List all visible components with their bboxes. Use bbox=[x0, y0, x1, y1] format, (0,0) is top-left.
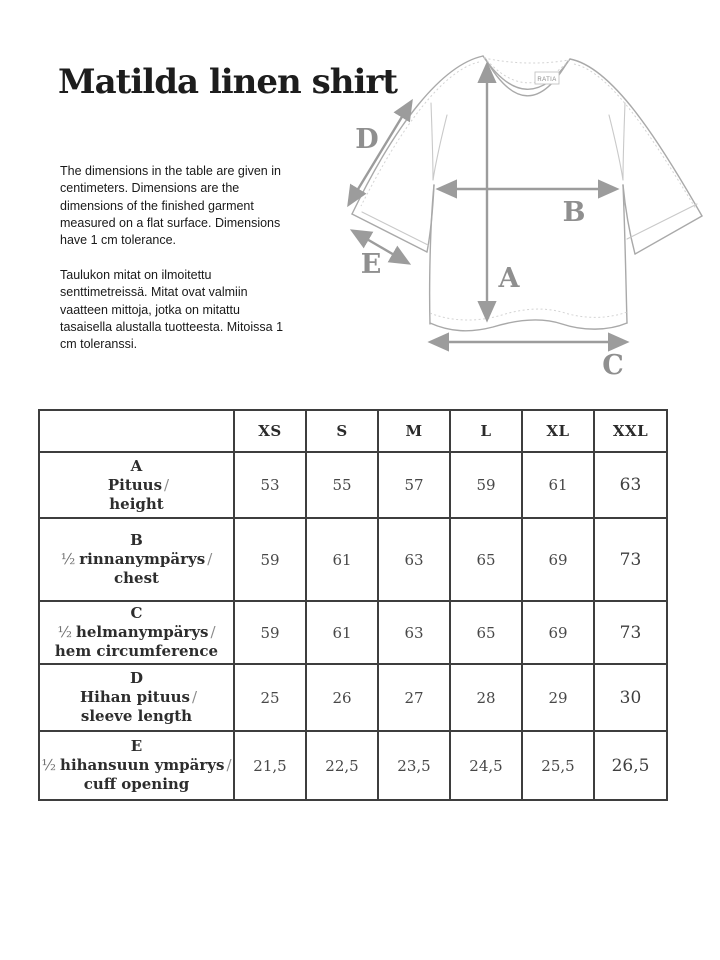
size-value-cell: 29 bbox=[522, 664, 594, 731]
size-value-cell: 69 bbox=[522, 601, 594, 664]
row-label-fi: helmanympärys bbox=[75, 623, 209, 641]
brand-label: RATIA bbox=[537, 77, 557, 83]
brand-tag bbox=[535, 72, 559, 84]
dimension-label-a: A bbox=[498, 263, 520, 294]
page-title: Matilda linen shirt bbox=[58, 62, 397, 102]
size-value-cell: 55 bbox=[306, 452, 378, 518]
row-label-sleeve: D Hihan pituus / sleeve length bbox=[39, 664, 234, 731]
size-value-cell: 22,5 bbox=[306, 731, 378, 800]
right-armpit-crease bbox=[609, 115, 623, 180]
corner-cell bbox=[39, 410, 234, 452]
size-value-cell: 61 bbox=[306, 518, 378, 601]
left-cuff-edge bbox=[352, 214, 427, 252]
table-row-sleeve bbox=[39, 664, 667, 731]
intro-line: centimeters. Dimensions are the bbox=[60, 181, 240, 196]
left-armpit-crease bbox=[433, 115, 447, 180]
hem-stitch bbox=[430, 309, 627, 320]
size-value-cell: 59 bbox=[234, 601, 306, 664]
column-header-l: L bbox=[450, 410, 522, 452]
column-header-xs: XS bbox=[234, 410, 306, 452]
intro-line: measured on a flat surface. Dimensions bbox=[60, 215, 281, 230]
intro-paragraph-en bbox=[60, 163, 312, 249]
right-armpit-crease bbox=[623, 103, 625, 180]
row-label-en: chest bbox=[114, 569, 159, 587]
size-value-cell: 26 bbox=[306, 664, 378, 731]
column-header-xl: XL bbox=[522, 410, 594, 452]
size-table bbox=[38, 409, 668, 801]
row-label-fi: Hihan pituus bbox=[79, 688, 190, 706]
size-value-cell: 63 bbox=[378, 518, 450, 601]
row-label-en: cuff opening bbox=[83, 775, 190, 793]
table-row-chest bbox=[39, 518, 667, 601]
size-value-cell: 25,5 bbox=[522, 731, 594, 800]
right-sleeve-top-edge bbox=[570, 59, 702, 216]
row-label-fi: hihansuun ympärys bbox=[60, 756, 225, 774]
size-value-cell: 73 bbox=[594, 518, 667, 601]
row-letter: B bbox=[130, 531, 143, 549]
size-value-cell: 59 bbox=[234, 518, 306, 601]
dimension-label-d: D bbox=[355, 124, 379, 155]
column-header-m: M bbox=[378, 410, 450, 452]
column-header-s: S bbox=[306, 410, 378, 452]
row-letter: E bbox=[130, 737, 143, 755]
row-label-chest: B ½ rinnanympärys / chest bbox=[39, 518, 234, 601]
size-value-cell: 24,5 bbox=[450, 731, 522, 800]
intro-line: cm toleranssi. bbox=[60, 337, 138, 352]
size-value-cell: 53 bbox=[234, 452, 306, 518]
row-label-fi: Pituus bbox=[107, 475, 163, 494]
intro-line: senttimetreissä. Mitat ovat valmiin bbox=[60, 285, 248, 300]
size-value-cell: 27 bbox=[378, 664, 450, 731]
row-letter: C bbox=[130, 604, 143, 622]
collar-top-stitch bbox=[484, 58, 569, 63]
table-row-height bbox=[39, 452, 667, 518]
intro-paragraph-fi bbox=[60, 267, 312, 353]
dimension-label-e: E bbox=[360, 249, 382, 280]
row-label-fi: rinnanympärys bbox=[79, 550, 206, 568]
shirt-outline bbox=[352, 56, 702, 331]
right-cuff-fold-line bbox=[627, 204, 697, 239]
size-value-cell: 26,5 bbox=[594, 731, 667, 800]
row-label-en: hem circumference bbox=[54, 642, 219, 660]
size-value-cell: 25 bbox=[234, 664, 306, 731]
hem-edge bbox=[430, 320, 627, 331]
size-value-cell: 21,5 bbox=[234, 731, 306, 800]
dimension-label-b: B bbox=[562, 197, 586, 228]
row-label-cuff: E ½ hihansuun ympärys / cuff opening bbox=[39, 731, 234, 800]
intro-line: have 1 cm tolerance. bbox=[60, 233, 177, 248]
row-label-en: height bbox=[109, 494, 164, 513]
right-shoulder-stitch bbox=[574, 64, 696, 209]
size-value-cell: 63 bbox=[378, 601, 450, 664]
right-cuff-edge bbox=[635, 216, 702, 254]
row-label-hem: C ½ helmanympärys / hem circumference bbox=[39, 601, 234, 664]
shirt-crease-lines bbox=[362, 103, 697, 245]
dimension-label-c: C bbox=[602, 350, 624, 381]
size-value-cell: 61 bbox=[522, 452, 594, 518]
garment-diagram bbox=[330, 38, 720, 400]
size-value-cell: 63 bbox=[594, 452, 667, 518]
intro-line: tasaisella alustalla tuotteesta. Mitoissa 1 bbox=[60, 319, 284, 334]
size-value-cell: 30 bbox=[594, 664, 667, 731]
left-armpit-crease bbox=[431, 103, 433, 180]
size-value-cell: 73 bbox=[594, 601, 667, 664]
size-value-cell: 57 bbox=[378, 452, 450, 518]
size-value-cell: 65 bbox=[450, 518, 522, 601]
size-value-cell: 69 bbox=[522, 518, 594, 601]
column-header-xxl: XXL bbox=[594, 410, 667, 452]
size-value-cell: 23,5 bbox=[378, 731, 450, 800]
size-value-cell: 59 bbox=[450, 452, 522, 518]
intro-line: dimensions of the finished garment bbox=[60, 198, 254, 213]
table-row-hem bbox=[39, 601, 667, 664]
intro-line: vaatteen mittoja, jotka on mitattu bbox=[60, 302, 240, 317]
size-value-cell: 61 bbox=[306, 601, 378, 664]
row-label-en: sleeve length bbox=[80, 707, 193, 725]
row-label-height: A Pituus / height bbox=[39, 452, 234, 518]
row-letter: A bbox=[130, 456, 143, 475]
intro-line: The dimensions in the table are given in bbox=[60, 164, 281, 178]
table-row-cuff bbox=[39, 731, 667, 800]
intro-line: Taulukon mitat on ilmoitettu bbox=[60, 268, 212, 282]
row-letter: D bbox=[129, 669, 143, 687]
left-cuff-fold-line bbox=[362, 212, 428, 245]
size-value-cell: 28 bbox=[450, 664, 522, 731]
table-header-row bbox=[39, 410, 667, 452]
size-value-cell: 65 bbox=[450, 601, 522, 664]
